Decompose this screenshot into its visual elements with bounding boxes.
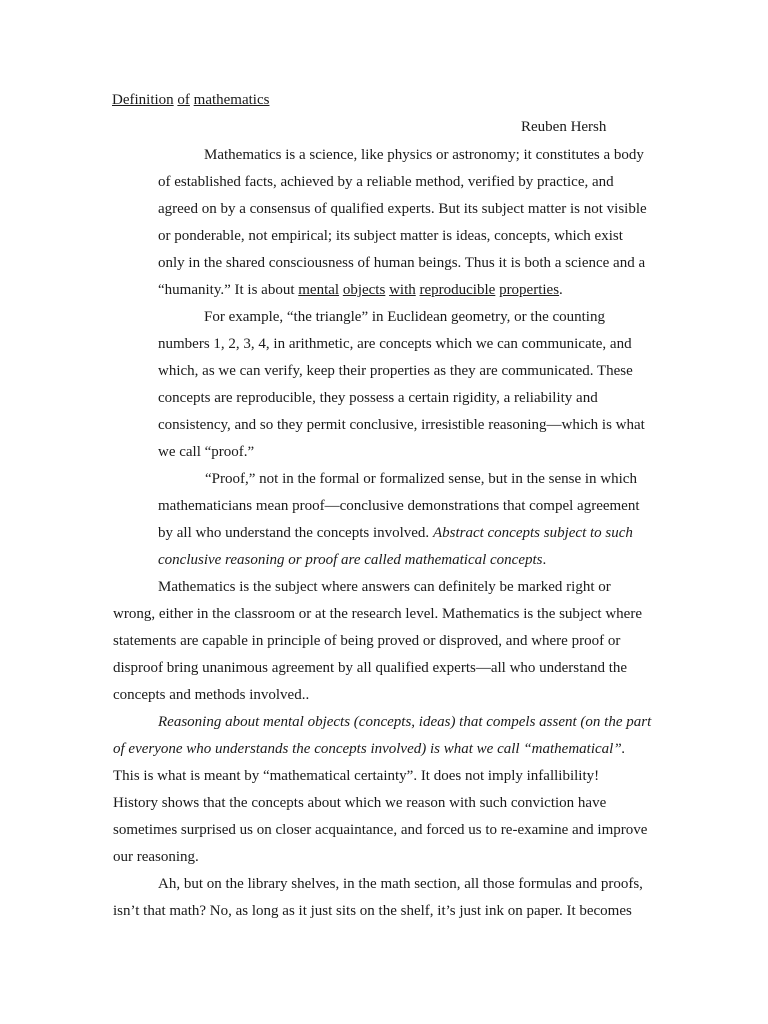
text-line — [158, 416, 645, 434]
text-segment: mathematicians mean proof—conclusive demonstrations that compel agreement — [158, 498, 640, 514]
text-segment: This is what is meant by “mathematical certainty”. It does not imply infallibility! — [113, 768, 600, 784]
title-word: of — [177, 92, 190, 108]
text-segment: . — [542, 552, 547, 568]
text-line — [158, 524, 633, 542]
text-line — [158, 443, 254, 461]
underlined-text: mental — [298, 282, 340, 298]
text-segment: wrong, either in the classroom or at the research level. Mathematics is the subject where — [113, 606, 642, 622]
text-line — [158, 200, 647, 218]
text-segment: “Proof,” not in the formal or formalized sense, but in the sense in which — [205, 471, 637, 487]
text-line — [204, 146, 644, 164]
text-line — [205, 470, 637, 488]
text-segment: only in the shared consciousness of human beings. Thus it is both a science and a — [158, 255, 646, 271]
text-segment: Mathematics is the subject where answers can definitely be marked right or — [158, 579, 611, 595]
text-segment: which, as we can verify, keep their properties as they are communicated. These — [158, 363, 633, 379]
text-segment: agreed on by a consensus of qualified experts. But its subject matter is not visible — [158, 201, 647, 217]
text-line — [113, 767, 599, 785]
italic-text: of everyone who understands the concepts involved) is what we call “mathematical”. — [113, 741, 626, 757]
text-line — [158, 875, 643, 893]
text-line — [113, 794, 606, 812]
text-segment: by all who understand the concepts involved. — [158, 525, 433, 541]
underlined-text: properties — [499, 282, 560, 298]
text-segment: disproof bring unanimous agreement by all qualified experts—all who understand the — [113, 660, 628, 676]
text-line — [158, 497, 640, 515]
text-segment: History shows that the concepts about which we reason with such conviction have — [113, 795, 607, 811]
text-line — [158, 281, 563, 299]
text-segment: sometimes surprised us on closer acquaintance, and forced us to re-examine and improve — [113, 822, 648, 838]
text-line — [113, 848, 199, 866]
text-segment: For example, “the triangle” in Euclidean geometry, or the counting — [204, 309, 605, 325]
title-word: Definition — [112, 92, 174, 108]
text-line — [158, 713, 651, 731]
text-line — [113, 686, 309, 704]
text-segment: concepts and methods involved.. — [113, 687, 310, 703]
text-line — [113, 659, 627, 677]
text-segment: of established facts, achieved by a reliable method, verified by practice, and — [158, 174, 614, 190]
text-line — [158, 551, 546, 569]
text-line — [158, 578, 611, 596]
text-segment: “humanity.” It is about — [158, 282, 299, 298]
text-segment: Ah, but on the library shelves, in the math section, all those formulas and proofs, — [158, 876, 643, 892]
author-name: Reuben Hersh — [521, 119, 607, 135]
text-line — [113, 740, 625, 758]
italic-text: conclusive reasoning or proof are called mathematical concepts — [158, 552, 543, 568]
underlined-text: reproducible — [419, 282, 496, 298]
text-line — [158, 173, 614, 191]
text-segment: numbers 1, 2, 3, 4, in arithmetic, are concepts which we can communicate, and — [158, 336, 632, 352]
document-title — [112, 92, 269, 109]
text-segment: statements are capable in principle of being proved or disproved, and where proof or — [113, 633, 621, 649]
text-segment: or ponderable, not empirical; its subject matter is ideas, concepts, which exist — [158, 228, 623, 244]
underlined-text: objects — [342, 282, 386, 298]
text-line — [113, 902, 632, 920]
italic-text: Reasoning about mental objects (concepts, ideas) that compels assent (on the part — [158, 714, 652, 730]
text-segment: our reasoning. — [113, 849, 199, 865]
text-line — [158, 254, 645, 272]
text-line — [113, 821, 647, 839]
underlined-text: with — [389, 282, 416, 298]
text-segment: we call “proof.” — [158, 444, 255, 460]
text-segment: consistency, and so they permit conclusive, irresistible reasoning—which is what — [158, 417, 645, 433]
title-word: mathematics — [193, 92, 270, 108]
text-line — [158, 362, 633, 380]
text-segment: isn’t that math? No, as long as it just sits on the shelf, it’s just ink on paper. It becomes — [113, 903, 632, 919]
text-segment: . — [559, 282, 563, 298]
text-line — [204, 308, 605, 326]
text-line — [158, 227, 623, 245]
text-line — [113, 632, 620, 650]
text-segment: Mathematics is a science, like physics or astronomy; it constitutes a body — [204, 147, 644, 163]
text-line — [113, 605, 642, 623]
text-segment: concepts are reproducible, they possess a certain rigidity, a reliability and — [158, 390, 598, 406]
text-line — [158, 389, 598, 407]
italic-text: Abstract concepts subject to such — [432, 525, 633, 541]
text-line — [158, 335, 632, 353]
